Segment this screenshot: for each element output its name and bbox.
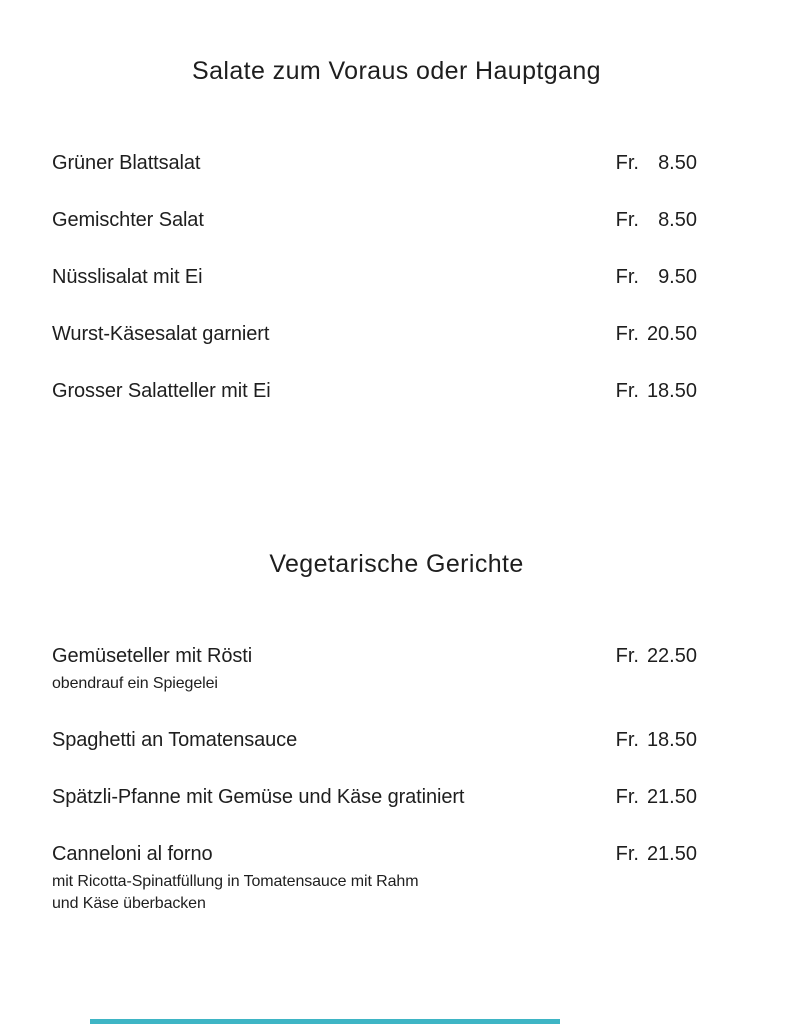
item-price xyxy=(616,380,697,403)
price-amount: 18.50 xyxy=(646,380,697,402)
item-price xyxy=(616,323,697,346)
section-title-salads: Salate zum Voraus oder Hauptgang xyxy=(192,57,601,85)
item-price xyxy=(616,729,697,752)
vegetarian-item-list xyxy=(0,645,793,915)
menu-item-row xyxy=(52,152,697,175)
price-currency: Fr. xyxy=(615,729,639,751)
price-currency: Fr. xyxy=(615,266,639,288)
item-name: Grosser Salatteller mit Ei xyxy=(52,380,271,402)
item-name: Spaghetti an Tomatensauce xyxy=(52,729,298,751)
item-price xyxy=(616,843,697,866)
item-price xyxy=(616,786,697,809)
item-note: obendrauf ein Spiegelei xyxy=(52,675,218,692)
item-price xyxy=(616,645,697,668)
item-note: und Käse überbacken xyxy=(52,895,206,912)
text-cursor-highlight-bar xyxy=(90,1019,560,1024)
menu-item-row xyxy=(52,729,697,752)
menu-item-row xyxy=(52,843,697,915)
section-vegetarian xyxy=(0,437,793,915)
price-currency: Fr. xyxy=(615,843,639,865)
price-currency: Fr. xyxy=(615,152,639,174)
menu-item-row xyxy=(52,645,697,695)
item-name: Wurst-Käsesalat garniert xyxy=(52,323,270,345)
item-name: Nüsslisalat mit Ei xyxy=(52,266,203,288)
item-note: mit Ricotta-Spinatfüllung in Tomatensauce mit Rahm xyxy=(52,873,419,890)
menu-item-row xyxy=(52,786,697,809)
price-amount: 9.50 xyxy=(658,266,697,288)
price-currency: Fr. xyxy=(615,323,639,345)
item-name: Canneloni al forno xyxy=(52,843,213,865)
section-salads xyxy=(0,0,793,403)
price-amount: 22.50 xyxy=(646,645,697,667)
item-name: Spätzli-Pfanne mit Gemüse und Käse gratiniert xyxy=(52,786,465,808)
price-currency: Fr. xyxy=(615,209,639,231)
menu-item-row xyxy=(52,323,697,346)
item-name: Gemischter Salat xyxy=(52,209,204,231)
item-price xyxy=(616,266,697,289)
item-name: Grüner Blattsalat xyxy=(52,152,201,174)
section-title-vegetarian: Vegetarische Gerichte xyxy=(269,550,524,578)
item-price xyxy=(616,209,697,232)
item-name: Gemüseteller mit Rösti xyxy=(52,645,253,667)
menu-item-row xyxy=(52,209,697,232)
menu-item-row xyxy=(52,380,697,403)
price-amount: 20.50 xyxy=(646,323,697,345)
price-amount: 18.50 xyxy=(646,729,697,751)
price-amount: 21.50 xyxy=(646,843,697,865)
price-currency: Fr. xyxy=(615,380,639,402)
price-amount: 8.50 xyxy=(658,152,697,174)
salads-item-list xyxy=(0,152,793,403)
price-currency: Fr. xyxy=(615,786,639,808)
price-amount: 8.50 xyxy=(658,209,697,231)
menu-item-row xyxy=(52,266,697,289)
item-price xyxy=(616,152,697,175)
price-amount: 21.50 xyxy=(646,786,697,808)
price-currency: Fr. xyxy=(615,645,639,667)
